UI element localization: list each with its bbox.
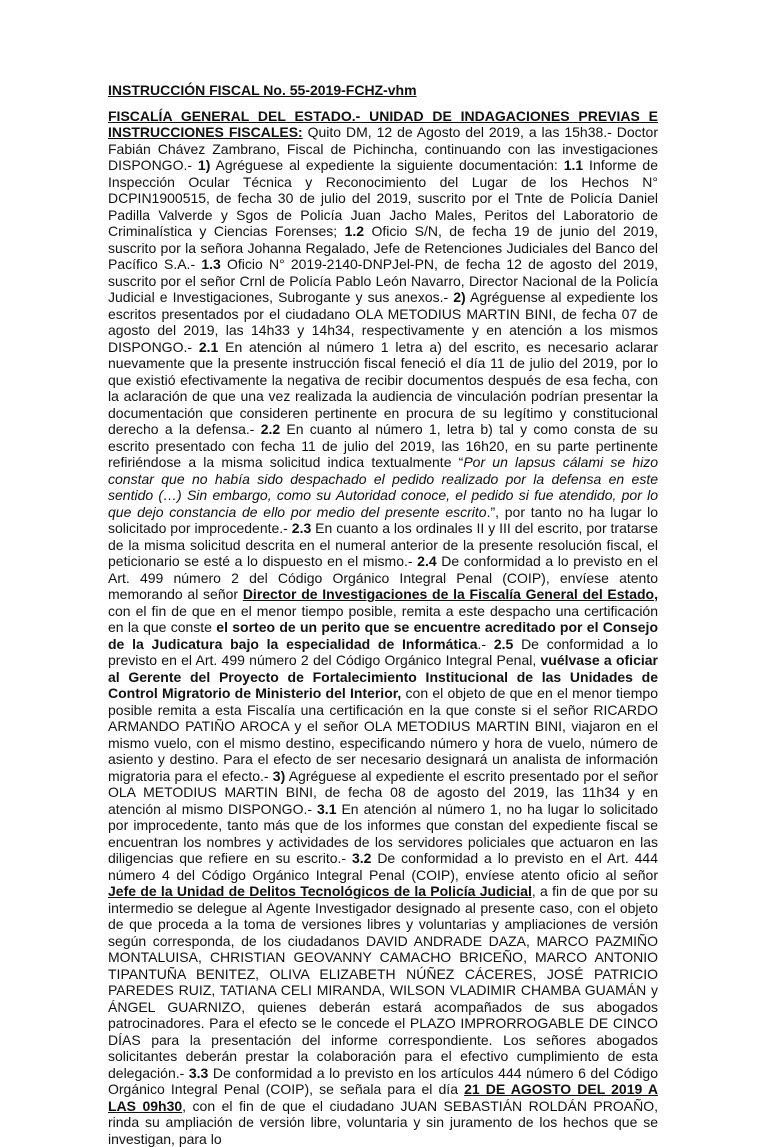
body-text: En cuanto a los ordinales II y III del escrito, por tratarse de la misma solicitud descrita en el numeral anterior de la presente resolución fiscal, el peticionario se esté a lo dispuesto en el mismo.- [108, 520, 658, 569]
bold-text: vuélvase a oficiar al Gerente del Proyecto de Fortalecimiento Institucional de las Unidades de Control Migratorio de Ministerio del Interior, [108, 652, 658, 701]
body-text: con el objeto de que en el menor tiempo posible remita a esta Fiscalía una certificación en la que conste si el señor RICARDO ARMANDO PATIÑO AROCA y el señor OLA METODIUS MARTIN BINI, viajaron en el mismo vuelo, con el mismo destino, especificando número y hora de vuelo, número de asiento y destino. Para el efecto de ser necesario designará un analista de información migratoria para el efecto.- [108, 685, 658, 784]
document-page [108, 82, 658, 1147]
bold-text: 2.2 [261, 421, 280, 437]
body-text: De conformidad a lo previsto en los artículos 444 número 6 del Código Orgánico Integral Penal (COIP), se señala para el día [108, 1065, 658, 1098]
bold-text: 1.2 [345, 223, 364, 239]
body-text: Agréguese al expediente la siguiente documentación: [210, 157, 563, 173]
bold-text: 2) [453, 289, 465, 305]
body-text: En atención al número 1, no ha lugar lo solicitado por improcedente, tanto más que de los informes que constan del expediente fiscal se encuentran los nombres y actividades de los servidores policiales que actuaron en las diligencias que refiere en su escrito.- [108, 801, 658, 867]
bold-underlined-text: FISCALÍA GENERAL DEL ESTADO.- UNIDAD DE INDAGACIONES PREVIAS E INSTRUCCIONES FISCALES: [108, 108, 658, 141]
body-text: , con el fin de que el ciudadano JUAN SEBASTIÁN ROLDÁN PROAÑO, rinda su ampliación de versión libre, voluntaria y sin juramento de los hechos que se investigan, para lo [108, 1098, 658, 1147]
body-text: Oficio S/N, de fecha 19 de junio del 2019, suscrito por la señora Johanna Regalado, Jefe de Retenciones Judiciales del Banco del Pacífico S.A.- [108, 223, 658, 272]
body-text: Oficio N° 2019-2140-DNPJel-PN, de fecha 12 de agosto del 2019, suscrito por el señor Crnl de Policía Pablo León Navarro, Director Nacional de la Policía Judicial e Investigaciones, Subrogante y sus anexos.- [108, 256, 658, 305]
bold-text: 2.3 [292, 520, 311, 536]
body-text: , a fin de que por su intermedio se delegue al Agente Investigador designado al presente caso, con el objeto de que proceda a la toma de versiones libres y voluntarias y ampliaciones de versión según corresponda, de los ciudadanos DAVID ANDRADE DAZA, MARCO PAZMIÑO MONTALUISA, CHRISTIAN GEOVANNY CAMACHO BRICEÑO, MARCO ANTONIO TIPANTUÑA BENITEZ, OLIVA ELIZABETH NÚÑEZ CÁCERES, JOSÉ PATRICIO PAREDES RUIZ, TATIANA CELI MIRANDA, WILSON VLADIMIR CHAMBA GUAMÁN y ÁNGEL GUARNIZO, quienes deberán estará acompañados de sus abogados patrocinadores. Para el efecto se le concede el PLAZO IMPRORROGABLE DE CINCO DÍAS para la presentación del informe correspondiente. Los señores abogados solicitantes deberán prestar la colaboración para el efectivo cumplimiento de esta delegación.- [108, 883, 658, 1081]
bold-underlined-text: Jefe de la Unidad de Delitos Tecnológicos de la Policía Judicial [108, 883, 532, 899]
body-text: De conformidad a lo previsto en el Art. 444 número 4 del Código Orgánico Integral Penal (COIP), envíese atento oficio al señor [108, 850, 658, 883]
document-title: INSTRUCCIÓN FISCAL No. 55-2019-FCHZ-vhm [108, 82, 658, 99]
body-text: De conformidad a lo previsto en el Art. 499 número 2 del Código Orgánico Integral Penal, [108, 636, 658, 669]
italic-quote-text: Por un lapsus cálami se hizo constar que no había sido despachado el pedido realizado por la defensa en este sentido (…) Sin embargo, como su Autoridad conoce, el pedido si fue atendido, por lo que dejo constancia de ello por medio del presente escrito [108, 454, 658, 520]
bold-text: 1.3 [201, 256, 220, 272]
body-text: Agréguense al expediente los escritos presentados por el ciudadano OLA METODIUS MARTIN BINI, de fecha 07 de agosto del 2019, las 14h33 y 14h34, respectivamente y en atención a los mismos DISPONGO.- [108, 289, 658, 355]
body-text: Agréguese al expediente el escrito presentado por el señor OLA METODIUS MARTIN BINI, de fecha 08 de agosto del 2019, las 11h34 y en atención al mismo DISPONGO.- [108, 768, 658, 817]
bold-text: 1) [198, 157, 210, 173]
bold-text: el sorteo de un perito que se encuentre acreditado por el Consejo de la Judicatura bajo la especialidad de Informática [108, 619, 658, 652]
bold-text: 2.4 [417, 553, 436, 569]
bold-underlined-text: 21 DE AGOSTO DEL 2019 A LAS 09h30 [108, 1081, 658, 1114]
bold-text: 3.1 [317, 801, 336, 817]
body-text: Quito DM, 12 de Agosto del 2019, a las 15h38.- Doctor Fabián Chávez Zambrano, Fiscal de Pichincha, continuando con las investigaciones DISPONGO.- [108, 124, 658, 173]
bold-text: 2.5 [494, 636, 513, 652]
bold-text: 3.3 [189, 1065, 208, 1081]
body-text: En atención al número 1 letra a) del escrito, es necesario aclarar nuevamente que la presente instrucción fiscal feneció el día 11 de julio del 2019, por lo que existió efectivamente la negativa de recibir documentos después de esa fecha, con la aclaración de que una vez realizada la audiencia de vinculación podrían presentar la documentación que consideren pertinente en procura de su legítimo y constitucional derecho a la defensa.- [108, 339, 658, 438]
body-text: .- [478, 636, 494, 652]
bold-text: , [654, 586, 658, 602]
document-body [108, 108, 658, 1147]
body-text: En cuanto al número 1, letra b) tal y como consta de su escrito presentado con fecha 11 de julio del 2019, las 16h20, en su parte pertinente refiriéndose a la misma solicitud indica textualmente “ [108, 421, 658, 470]
bold-text: 3.2 [352, 850, 371, 866]
bold-text: 1.1 [564, 157, 583, 173]
body-text: Informe de Inspección Ocular Técnica y Reconocimiento del Lugar de los Hechos N° DCPIN1900515, de fecha 30 de julio del 2019, suscrito por el Tnte de Policía Daniel Padilla Valverde y Sgos de Policía Juan Jacho Males, Peritos del Laboratorio de Criminalística y Ciencias Forenses; [108, 157, 658, 239]
body-text: De conformidad a lo previsto en el Art. 499 número 2 del Código Orgánico Integral Penal (COIP), envíese atento memorando al señor [108, 553, 658, 602]
bold-underlined-text: Director de Investigaciones de la Fiscalía General del Estado [243, 586, 654, 602]
bold-text: 2.1 [199, 339, 218, 355]
body-text: .”, por tanto no ha lugar lo solicitado por improcedente.- [108, 504, 658, 537]
bold-text: 3) [273, 768, 285, 784]
body-text: con el fin de que en el menor tiempo posible, remita a este despacho una certificación en la que conste [108, 603, 658, 636]
